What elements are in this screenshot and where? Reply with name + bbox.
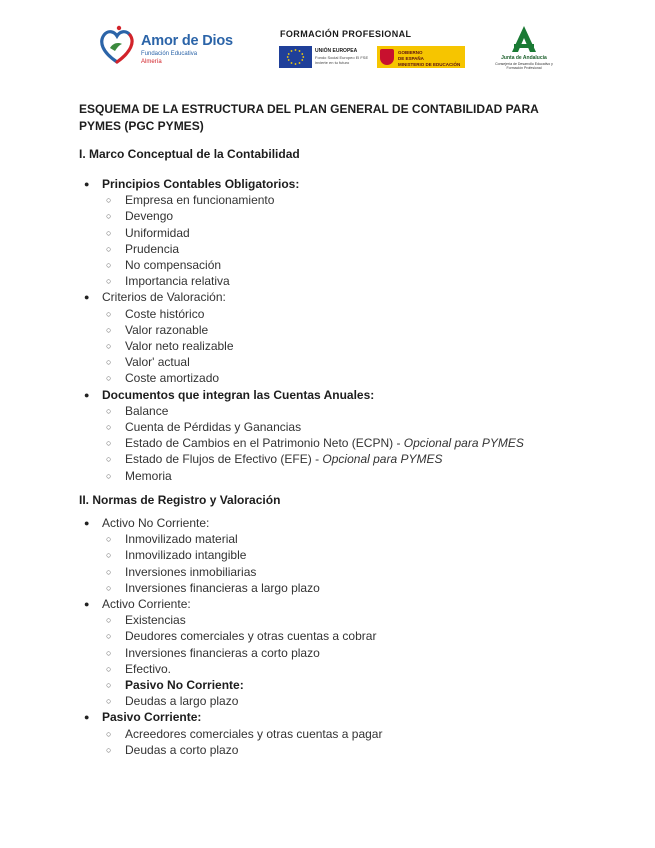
bullet-circle-icon: ○ xyxy=(106,438,112,449)
gobierno-line1: GOBIERNO xyxy=(398,50,423,55)
sub-list-item: ○ Prudencia xyxy=(106,241,180,256)
bullet-dot-icon: ● xyxy=(84,389,90,400)
bullet-circle-icon: ○ xyxy=(106,357,112,368)
sub-list-item: ○ Uniformidad xyxy=(106,225,190,240)
bullet-circle-icon: ○ xyxy=(106,744,112,755)
bullet-circle-icon: ○ xyxy=(106,373,112,384)
sub-list-item: ○ Acreedores comerciales y otras cuentas a pagar xyxy=(106,726,383,741)
sub-list-item: ○ Coste amortizado xyxy=(106,371,220,386)
list-item-label: Activo No Corriente: xyxy=(102,516,210,530)
gobierno-line2: DE ESPAÑA xyxy=(398,56,424,61)
sub-list-item: ○ Existencias xyxy=(106,613,186,628)
sub-list-item: ○ Coste histórico xyxy=(106,306,205,321)
amor-subtitle: Fundación Educativa xyxy=(141,51,198,57)
bullet-circle-icon: ○ xyxy=(106,470,112,481)
sub-list-item: ○ Valor razonable xyxy=(106,322,209,337)
eu-flag-icon xyxy=(279,46,312,68)
junta-andalucia-logo xyxy=(492,24,556,70)
sub-list-item: ○ Memoria xyxy=(106,468,172,483)
junta-sub: Consejería de Desarrollo Educativo y Formación Profesional xyxy=(495,62,553,70)
sub-list-item: ○ Valor' actual xyxy=(106,355,190,370)
bullet-dot-icon: ● xyxy=(84,292,90,303)
bullet-circle-icon: ○ xyxy=(106,550,112,561)
sub-list-item: ○ Inmovilizado intangible xyxy=(106,548,247,563)
gobierno-espana-logo xyxy=(377,46,465,68)
sub-list-item: ○ Deudas a largo plazo xyxy=(106,694,239,709)
list-item xyxy=(79,289,524,386)
bullet-circle-icon: ○ xyxy=(106,615,112,626)
formacion-profesional-label: FORMACIÓN PROFESIONAL xyxy=(280,29,412,39)
bullet-circle-icon: ○ xyxy=(106,663,112,674)
eu-logo xyxy=(279,46,369,68)
bullet-circle-icon: ○ xyxy=(106,324,112,335)
document-title: ESQUEMA DE LA ESTRUCTURA DEL PLAN GENERAL DE CONTABILIDAD PARA PYMES (PGC PYMES) xyxy=(79,102,539,133)
bullet-dot-icon: ● xyxy=(84,712,90,723)
bullet-circle-icon: ○ xyxy=(106,422,112,433)
junta-andalucia-icon xyxy=(492,24,556,54)
amor-de-dios-logo xyxy=(98,24,238,68)
sub-list-item: ○ Importancia relativa xyxy=(106,274,230,289)
sub-list-item: ○ Inversiones inmobiliarias xyxy=(106,564,257,579)
list-item-label: Activo Corriente: xyxy=(102,597,191,612)
amor-name: Amor de Dios xyxy=(141,33,233,49)
sub-list-item: ○ Estado de Cambios en el Patrimonio Neto (ECPN) - Opcional para PYMES xyxy=(106,436,524,451)
sub-list-item: ○ Balance xyxy=(106,403,169,418)
heart-dove-icon xyxy=(98,24,136,66)
list-item xyxy=(79,596,382,709)
list-item xyxy=(79,709,382,758)
sub-list-item: ○ Devengo xyxy=(106,209,174,224)
optional-note: Opcional para PYMES xyxy=(322,452,443,467)
bullet-dot-icon: ● xyxy=(84,179,90,189)
eu-title: UNIÓN EUROPEA xyxy=(315,48,358,54)
section2-list xyxy=(79,515,382,758)
amor-city: Almería xyxy=(141,59,162,65)
sub-list-item: ○ Inmovilizado material xyxy=(106,532,238,547)
bullet-circle-icon: ○ xyxy=(106,631,112,642)
list-item xyxy=(79,387,524,484)
section-heading-normas-registro: II. Normas de Registro y Valoración xyxy=(79,493,281,507)
sub-list-item: ○ Valor neto realizable xyxy=(106,339,234,354)
bullet-circle-icon: ○ xyxy=(106,341,112,352)
bullet-circle-icon: ○ xyxy=(106,260,112,271)
bullet-circle-icon: ○ xyxy=(106,405,112,416)
bullet-circle-icon: ○ xyxy=(106,211,112,222)
list-item-label: Principios Contables Obligatorios: xyxy=(102,177,300,191)
list-item-label: Criterios de Valoración: xyxy=(102,290,226,305)
list-item xyxy=(79,515,382,596)
bullet-circle-icon: ○ xyxy=(106,566,112,577)
sub-list-item: ○ Estado de Flujos de Efectivo (EFE) - Opcional para PYMES xyxy=(106,452,443,467)
junta-name: Junta de Andalucía xyxy=(501,55,547,61)
list-item-label: Pasivo Corriente: xyxy=(102,710,202,725)
optional-note: Opcional para PYMES xyxy=(403,436,524,451)
list-item-label: Documentos que integran las Cuentas Anuales: xyxy=(102,387,375,402)
sub-list-item: ○ Efectivo. xyxy=(106,661,172,676)
bullet-circle-icon: ○ xyxy=(106,647,112,658)
bullet-circle-icon: ○ xyxy=(106,728,112,739)
list-item xyxy=(79,176,524,289)
section1-list xyxy=(79,176,524,484)
sub-list-item: ○ Inversiones financieras a largo plazo xyxy=(106,580,320,595)
sub-list-item: ○ Deudas a corto plazo xyxy=(106,742,239,757)
bullet-circle-icon: ○ xyxy=(106,243,112,254)
bullet-dot-icon: ● xyxy=(84,518,90,528)
gobierno-line3: MINISTERIO DE EDUCACIÓN xyxy=(398,62,461,67)
section-heading-marco-conceptual: I. Marco Conceptual de la Contabilidad xyxy=(79,147,300,161)
bullet-circle-icon: ○ xyxy=(106,276,112,287)
sub-list-item: ○ Pasivo No Corriente: xyxy=(106,678,244,693)
bullet-circle-icon: ○ xyxy=(106,582,112,593)
sub-list-item: ○ Inversiones financieras a corto plazo xyxy=(106,645,320,660)
bullet-circle-icon: ○ xyxy=(106,195,112,206)
sub-list-item: ○ Cuenta de Pérdidas y Ganancias xyxy=(106,420,302,435)
eu-text: Fondo Social Europeo El FSE invierte en tu futuro xyxy=(315,55,369,65)
bullet-dot-icon: ● xyxy=(84,599,90,610)
bullet-circle-icon: ○ xyxy=(106,454,112,465)
bullet-circle-icon: ○ xyxy=(106,227,112,238)
spain-shield-icon xyxy=(380,49,394,65)
bullet-circle-icon: ○ xyxy=(106,680,112,691)
bullet-circle-icon: ○ xyxy=(106,534,112,545)
sub-list-item: ○ Deudores comerciales y otras cuentas a cobrar xyxy=(106,629,377,644)
bullet-circle-icon: ○ xyxy=(106,696,112,707)
sub-list-item: ○ No compensación xyxy=(106,258,222,273)
sub-list-item: ○ Empresa en funcionamiento xyxy=(106,193,275,208)
bullet-circle-icon: ○ xyxy=(106,308,112,319)
